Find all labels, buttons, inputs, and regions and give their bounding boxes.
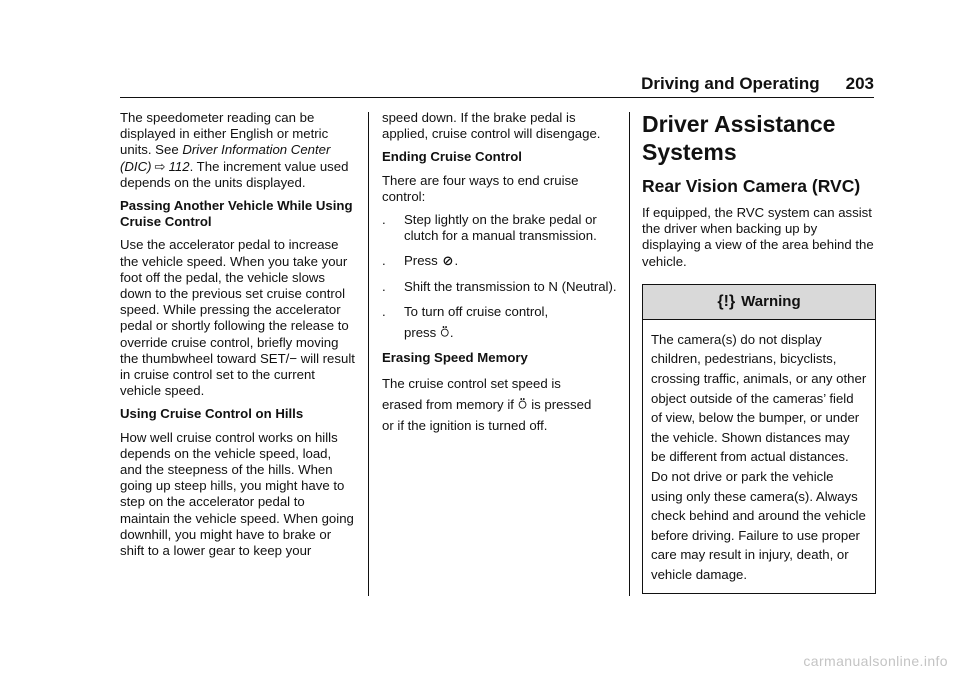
warning-header — [643, 285, 875, 320]
ending-paragraph: There are four ways to end cruise control: — [382, 172, 579, 204]
page-number: 203 — [845, 74, 874, 93]
column-divider-2 — [629, 112, 630, 596]
column-divider-1 — [368, 112, 369, 596]
rvc-intro-paragraph: If equipped, the RVC system can assist the driver when backing up by displaying a view of the area behind the vehicle. — [642, 205, 874, 269]
cruise-on-off-icon: ⍥ — [440, 325, 449, 341]
warning-text: The camera(s) do not display children, pedestrians, bicyclists, crossing traffic, animals, or any other object outside of the cameras’ field of view, below the bumper, or under the vehicle. Shown distances may be different from actual distances. Do not drive or park the vehicle using only these camera(s). Always check behind and around the vehicle before driving. Failure to use proper care may result in injury, death, or vehicle damage. — [651, 331, 867, 582]
header-divider — [120, 97, 874, 98]
list-item: . Shift the transmission to N (Neutral). — [382, 278, 617, 294]
cruise-on-off-icon: ⍥ — [518, 397, 527, 413]
section-heading: Driver Assistance Systems — [642, 111, 836, 165]
heading-hills: Using Cruise Control on Hills — [120, 406, 304, 422]
warning-title: Warning — [741, 292, 801, 310]
watermark: carmanualsonline.info — [803, 653, 948, 669]
page-header — [120, 72, 874, 96]
cruise-cancel-icon: ⊘ — [442, 253, 454, 269]
column-3 — [642, 110, 876, 594]
bullet-marker: . — [382, 212, 386, 228]
page-ref-arrow-icon: ⇨ — [154, 158, 166, 174]
section-title: Driving and Operating — [641, 74, 820, 93]
column-2 — [382, 110, 618, 443]
column-1 — [120, 110, 356, 566]
heading-ending: Ending Cruise Control — [382, 149, 522, 165]
dic-reference: Driver Information Center (DIC) — [120, 142, 331, 174]
heading-erasing: Erasing Speed Memory — [382, 350, 528, 366]
hills-paragraph: How well cruise control works on hills depends on the vehicle speed, load, and the steepness of the hills. When going up steep hills, you might have to step on the accelerator pedal to maintain the vehicle speed. When going downhill, you might have to brake or shift to a lower gear to keep your — [120, 429, 354, 559]
list-item: . Step lightly on the brake pedal or clutch for a manual transmission. — [382, 212, 597, 244]
warning-icon: {!} — [717, 292, 736, 310]
heading-passing: Passing Another Vehicle While Using Cruise Control — [120, 198, 353, 230]
list-item: . To turn off cruise control, press ⍥. — [382, 303, 549, 341]
bullet-marker: . — [382, 278, 386, 294]
continued-paragraph: speed down. If the brake pedal is applied, cruise control will disengage. — [382, 110, 601, 142]
list-item: . Press ⊘. — [382, 253, 459, 269]
dic-page-link[interactable]: 112 — [168, 158, 190, 174]
passing-paragraph: Use the accelerator pedal to increase the vehicle speed. When you take your foot off the pedal, the vehicle slows down to the previous set cruise control speed. While pressing the accelerator pedal or shortly following the release to override cruise control, briefly moving the thumbwheel toward SET/− will result in cruise control set to the current vehicle speed. — [120, 237, 355, 399]
bullet-marker: . — [382, 303, 386, 319]
erasing-paragraph: The cruise control set speed is erased from memory if ⍥ is pressed or if the ignition is turned off. — [382, 376, 592, 434]
warning-box — [642, 284, 876, 594]
speedometer-paragraph: The speedometer reading can be displayed in either English or metric units. See Driver Information Center (DIC) ⇨ 112. The increment value used depends on the units displayed. — [120, 110, 349, 190]
bullet-marker: . — [382, 253, 386, 269]
subsection-heading: Rear Vision Camera (RVC) — [642, 176, 861, 196]
